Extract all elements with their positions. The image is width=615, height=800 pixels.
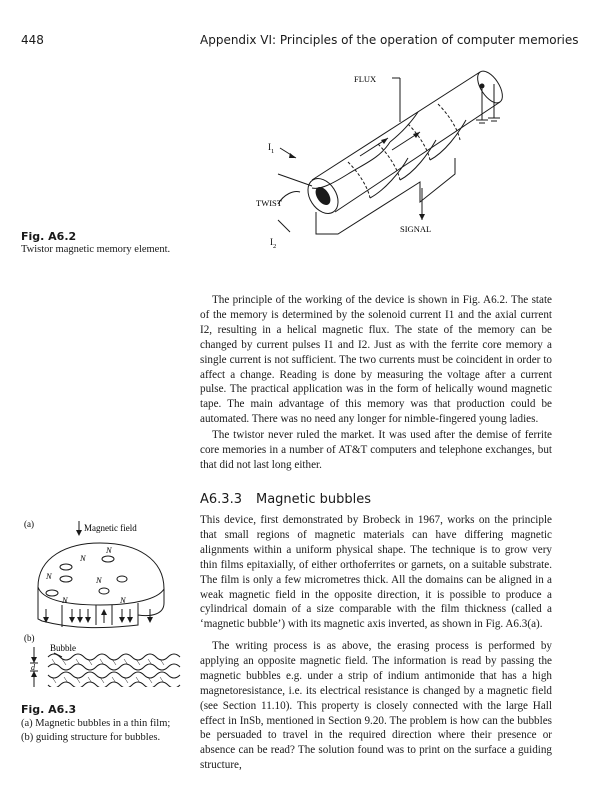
pole-n-label: N [46, 571, 52, 581]
part-a-label: (a) [24, 519, 34, 529]
part-b-label: (b) [24, 633, 35, 643]
section-paragraph: The writing process is as above, the erasing process is performed by applying an opposite magnetic field. The information is read by passing the magnetic bubbles e.g. under a strip of indium antimonide that has a high magnetoresistance, i.e. its electrical resistance is changed by a magnetic field (see Section 11.10). This property is closely connected with the large Hall effect in InSb, mentioned in Section 9.20. The problem is how can the bubbles be persuaded to travel in the required direction where their presence or absence can be read? The solution found was to print on the surface a guiding structure, [200, 640, 552, 772]
pole-n-label: N [106, 545, 112, 555]
pole-n-label: N [62, 595, 68, 605]
section-number: A6.3.3 [200, 492, 242, 507]
twistor-diagram [250, 62, 520, 262]
i1-label: $I_1$ [268, 142, 275, 155]
running-title: Appendix VI: Principles of the operation of computer memories [200, 33, 579, 47]
body-paragraph: The principle of the working of the device is shown in Fig. A6.2. The state of the memory is determined by the solenoid current I1 and the axial current I2, resulting in a helical magnetic flux. The state of the memory can be changed by current pulses I1 and I2. Just as with the ferrite core memory a single current is not sufficient. The two currents must be coincident in order to affect a change. Reading is done by measuring the voltage after a current pulse. The practical application was in the form of helically wound magnetic tape. The main advantage of this memory was that production could be automated. There was no need any longer for nimble-fingered young ladies. [200, 294, 552, 426]
pole-n-label: N [120, 595, 126, 605]
twist-label: TWIST [256, 198, 282, 208]
magnetic-field-label: Magnetic field [84, 523, 137, 533]
pole-n-label: N [96, 575, 102, 585]
section-title: Magnetic bubbles [255, 492, 372, 507]
signal-label: SIGNAL [400, 224, 432, 234]
body-paragraph: The twistor never ruled the market. It was used after the demise of ferrite core memories in a number of AT&T computers and telephone exchanges, but that did not last long either. [200, 429, 552, 471]
caption-line: (b) guiding structure for bubbles. [21, 732, 161, 743]
figure-a62-caption: Twistor magnetic memory element. [21, 244, 171, 255]
pole-n-label: N [80, 553, 86, 563]
caption-line: (a) Magnetic bubbles in a thin film; [21, 718, 171, 729]
i2-label: $I_2$ [270, 237, 277, 250]
page-number: 448 [21, 33, 44, 47]
bubble-label: Bubble [50, 643, 76, 653]
section-heading [200, 492, 371, 507]
figure-a63-label: Fig. A6.3 [21, 703, 77, 716]
figure-a62-label: Fig. A6.2 [21, 230, 77, 243]
flux-label: FLUX [354, 74, 377, 84]
figure-a63-caption [21, 717, 170, 745]
thickness-d-label: d [31, 663, 35, 672]
section-paragraph: This device, first demonstrated by Brobeck in 1967, works on the principle that small regions of magnetic materials can have differing magnetic alignments within a uniform physical shape. The technique is to grow very thin films epitaxially, of either orthoferrites or garnets, on a suitable substrate. The film is only a few micrometres thick. All the domains can be aligned in a weak magnetic field in the opposite direction, it is possible to produce a cylindrical domain of a size comparable with the film thickness (called a ‘magnetic bubble’) with its magnetic axis inverted, as shown in Fig. A6.3(a). [200, 514, 552, 631]
bubble-diagram [22, 517, 190, 687]
